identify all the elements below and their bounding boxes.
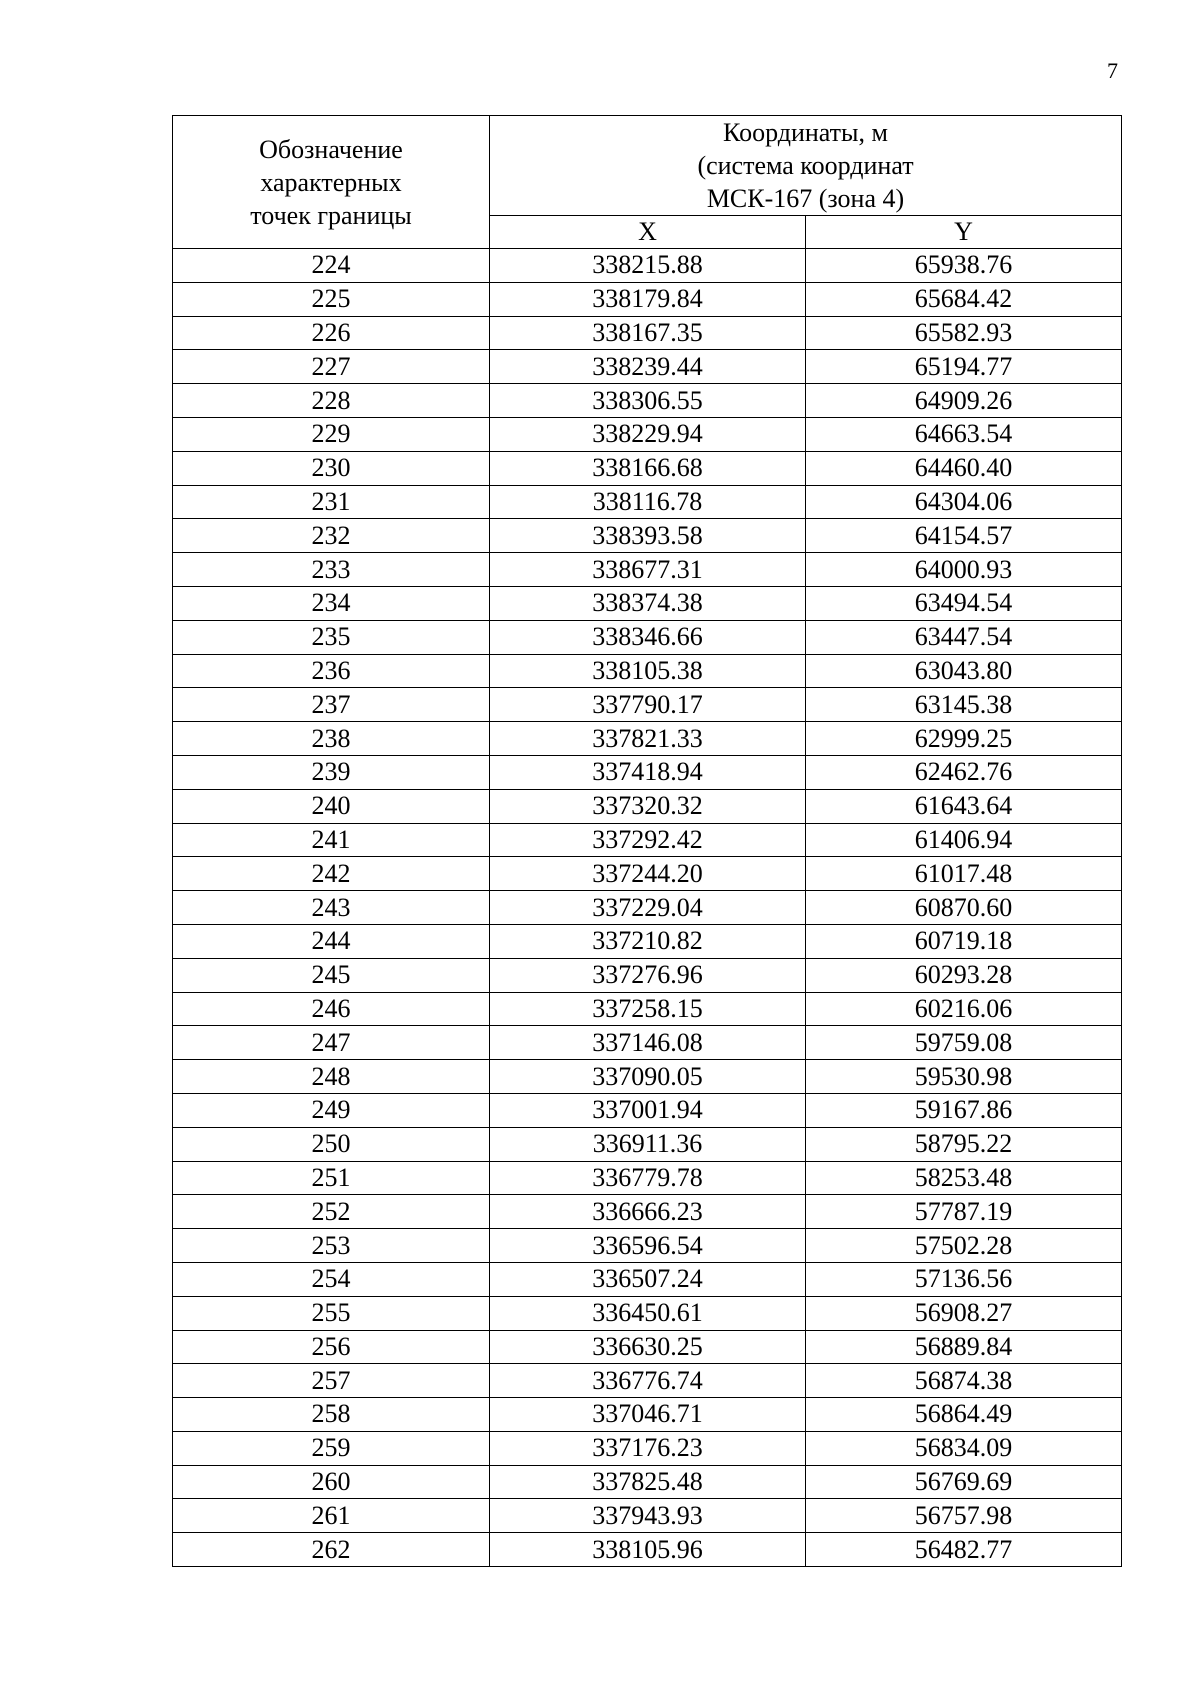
header-x: X: [490, 216, 806, 249]
x-cell: 338306.55: [490, 384, 806, 418]
header-point-label-line: точек границы: [250, 200, 412, 230]
point-cell: 248: [173, 1060, 490, 1094]
table-row: [173, 992, 1122, 1026]
y-cell: 64000.93: [806, 553, 1122, 587]
x-cell: 338346.66: [490, 620, 806, 654]
y-cell: 61017.48: [806, 857, 1122, 891]
point-cell: 239: [173, 755, 490, 789]
y-cell: 60870.60: [806, 891, 1122, 925]
y-cell: 61643.64: [806, 789, 1122, 823]
point-cell: 247: [173, 1026, 490, 1060]
table-row: [173, 1229, 1122, 1263]
point-cell: 233: [173, 553, 490, 587]
table-row: [173, 958, 1122, 992]
x-cell: 337001.94: [490, 1093, 806, 1127]
table-row: [173, 1195, 1122, 1229]
table-row: [173, 755, 1122, 789]
point-cell: 237: [173, 688, 490, 722]
y-cell: 63494.54: [806, 586, 1122, 620]
point-cell: 244: [173, 924, 490, 958]
point-cell: 260: [173, 1465, 490, 1499]
table-row: [173, 1499, 1122, 1533]
table-row: [173, 1093, 1122, 1127]
point-cell: 230: [173, 451, 490, 485]
table-row: [173, 316, 1122, 350]
table-row: [173, 823, 1122, 857]
point-cell: 246: [173, 992, 490, 1026]
y-cell: 57502.28: [806, 1229, 1122, 1263]
y-cell: 64663.54: [806, 417, 1122, 451]
point-cell: 241: [173, 823, 490, 857]
table-row: [173, 789, 1122, 823]
x-cell: 336630.25: [490, 1330, 806, 1364]
point-cell: 250: [173, 1127, 490, 1161]
point-cell: 225: [173, 282, 490, 316]
table-row: [173, 620, 1122, 654]
x-cell: 336507.24: [490, 1262, 806, 1296]
y-cell: 58253.48: [806, 1161, 1122, 1195]
point-cell: 228: [173, 384, 490, 418]
point-cell: 242: [173, 857, 490, 891]
y-cell: 65938.76: [806, 249, 1122, 283]
x-cell: 338215.88: [490, 249, 806, 283]
point-cell: 252: [173, 1195, 490, 1229]
x-cell: 337146.08: [490, 1026, 806, 1060]
point-cell: 255: [173, 1296, 490, 1330]
x-cell: 338239.44: [490, 350, 806, 384]
x-cell: 336776.74: [490, 1364, 806, 1398]
y-cell: 56482.77: [806, 1533, 1122, 1567]
x-cell: 336450.61: [490, 1296, 806, 1330]
header-point-label-line: Обозначение: [259, 134, 403, 164]
point-cell: 224: [173, 249, 490, 283]
y-cell: 60216.06: [806, 992, 1122, 1026]
point-cell: 232: [173, 519, 490, 553]
point-cell: 249: [173, 1093, 490, 1127]
y-cell: 56769.69: [806, 1465, 1122, 1499]
header-point-label-line: характерных: [260, 167, 402, 197]
table-row: [173, 586, 1122, 620]
y-cell: 62462.76: [806, 755, 1122, 789]
x-cell: 337229.04: [490, 891, 806, 925]
x-cell: 338116.78: [490, 485, 806, 519]
x-cell: 337320.32: [490, 789, 806, 823]
x-cell: 336596.54: [490, 1229, 806, 1263]
x-cell: 336779.78: [490, 1161, 806, 1195]
point-cell: 261: [173, 1499, 490, 1533]
header-point-label: [173, 116, 490, 249]
y-cell: 57136.56: [806, 1262, 1122, 1296]
x-cell: 338179.84: [490, 282, 806, 316]
x-cell: 337244.20: [490, 857, 806, 891]
table-row: [173, 1364, 1122, 1398]
x-cell: 337292.42: [490, 823, 806, 857]
y-cell: 56889.84: [806, 1330, 1122, 1364]
point-cell: 240: [173, 789, 490, 823]
table-row: [173, 519, 1122, 553]
x-cell: 337210.82: [490, 924, 806, 958]
y-cell: 56908.27: [806, 1296, 1122, 1330]
table-row: [173, 282, 1122, 316]
y-cell: 57787.19: [806, 1195, 1122, 1229]
y-cell: 59530.98: [806, 1060, 1122, 1094]
header-coordinates-line: Координаты, м: [723, 118, 888, 147]
table-row: [173, 553, 1122, 587]
x-cell: 337790.17: [490, 688, 806, 722]
point-cell: 245: [173, 958, 490, 992]
table-row: [173, 891, 1122, 925]
y-cell: 61406.94: [806, 823, 1122, 857]
table-body: [173, 249, 1122, 1567]
x-cell: 337821.33: [490, 722, 806, 756]
y-cell: 64304.06: [806, 485, 1122, 519]
y-cell: 64909.26: [806, 384, 1122, 418]
y-cell: 65194.77: [806, 350, 1122, 384]
y-cell: 65582.93: [806, 316, 1122, 350]
x-cell: 337943.93: [490, 1499, 806, 1533]
point-cell: 235: [173, 620, 490, 654]
point-cell: 243: [173, 891, 490, 925]
x-cell: 337046.71: [490, 1398, 806, 1432]
point-cell: 231: [173, 485, 490, 519]
y-cell: 59759.08: [806, 1026, 1122, 1060]
x-cell: 337276.96: [490, 958, 806, 992]
x-cell: 338105.96: [490, 1533, 806, 1567]
x-cell: 337090.05: [490, 1060, 806, 1094]
table-row: [173, 857, 1122, 891]
x-cell: 336666.23: [490, 1195, 806, 1229]
x-cell: 337176.23: [490, 1431, 806, 1465]
table-row: [173, 485, 1122, 519]
coordinates-table: [172, 115, 1122, 1567]
point-cell: 254: [173, 1262, 490, 1296]
table-row: [173, 1026, 1122, 1060]
y-cell: 63043.80: [806, 654, 1122, 688]
table-row: [173, 654, 1122, 688]
x-cell: 338166.68: [490, 451, 806, 485]
table-row: [173, 384, 1122, 418]
table-row: [173, 1330, 1122, 1364]
table-row: [173, 249, 1122, 283]
y-cell: 62999.25: [806, 722, 1122, 756]
table-row: [173, 1398, 1122, 1432]
x-cell: 338393.58: [490, 519, 806, 553]
point-cell: 253: [173, 1229, 490, 1263]
table-row: [173, 417, 1122, 451]
point-cell: 229: [173, 417, 490, 451]
header-coordinates-line: (система координат: [697, 151, 914, 180]
y-cell: 58795.22: [806, 1127, 1122, 1161]
point-cell: 262: [173, 1533, 490, 1567]
point-cell: 226: [173, 316, 490, 350]
table-row: [173, 451, 1122, 485]
y-cell: 59167.86: [806, 1093, 1122, 1127]
x-cell: 338374.38: [490, 586, 806, 620]
table-row: [173, 1127, 1122, 1161]
table-row: [173, 1431, 1122, 1465]
table-row: [173, 1533, 1122, 1567]
y-cell: 65684.42: [806, 282, 1122, 316]
table-row: [173, 722, 1122, 756]
x-cell: 338105.38: [490, 654, 806, 688]
y-cell: 56864.49: [806, 1398, 1122, 1432]
point-cell: 238: [173, 722, 490, 756]
table-row: [173, 1262, 1122, 1296]
y-cell: 56757.98: [806, 1499, 1122, 1533]
table-row: [173, 1060, 1122, 1094]
x-cell: 338167.35: [490, 316, 806, 350]
table-row: [173, 1465, 1122, 1499]
y-cell: 60719.18: [806, 924, 1122, 958]
y-cell: 63447.54: [806, 620, 1122, 654]
point-cell: 234: [173, 586, 490, 620]
y-cell: 56874.38: [806, 1364, 1122, 1398]
x-cell: 336911.36: [490, 1127, 806, 1161]
header-coordinates-line: МСК-167 (зона 4): [706, 184, 905, 213]
point-cell: 256: [173, 1330, 490, 1364]
table-row: [173, 350, 1122, 384]
x-cell: 337258.15: [490, 992, 806, 1026]
y-cell: 60293.28: [806, 958, 1122, 992]
point-cell: 227: [173, 350, 490, 384]
y-cell: 63145.38: [806, 688, 1122, 722]
point-cell: 251: [173, 1161, 490, 1195]
point-cell: 259: [173, 1431, 490, 1465]
point-cell: 258: [173, 1398, 490, 1432]
header-coordinates: [490, 116, 1122, 216]
x-cell: 338229.94: [490, 417, 806, 451]
point-cell: 236: [173, 654, 490, 688]
page-number: 7: [1107, 58, 1118, 83]
y-cell: 64460.40: [806, 451, 1122, 485]
table-row: [173, 688, 1122, 722]
y-cell: 56834.09: [806, 1431, 1122, 1465]
x-cell: 337825.48: [490, 1465, 806, 1499]
table-row: [173, 924, 1122, 958]
x-cell: 337418.94: [490, 755, 806, 789]
y-cell: 64154.57: [806, 519, 1122, 553]
point-cell: 257: [173, 1364, 490, 1398]
table-row: [173, 1161, 1122, 1195]
x-cell: 338677.31: [490, 553, 806, 587]
header-y: Y: [806, 216, 1122, 249]
table-row: [173, 1296, 1122, 1330]
